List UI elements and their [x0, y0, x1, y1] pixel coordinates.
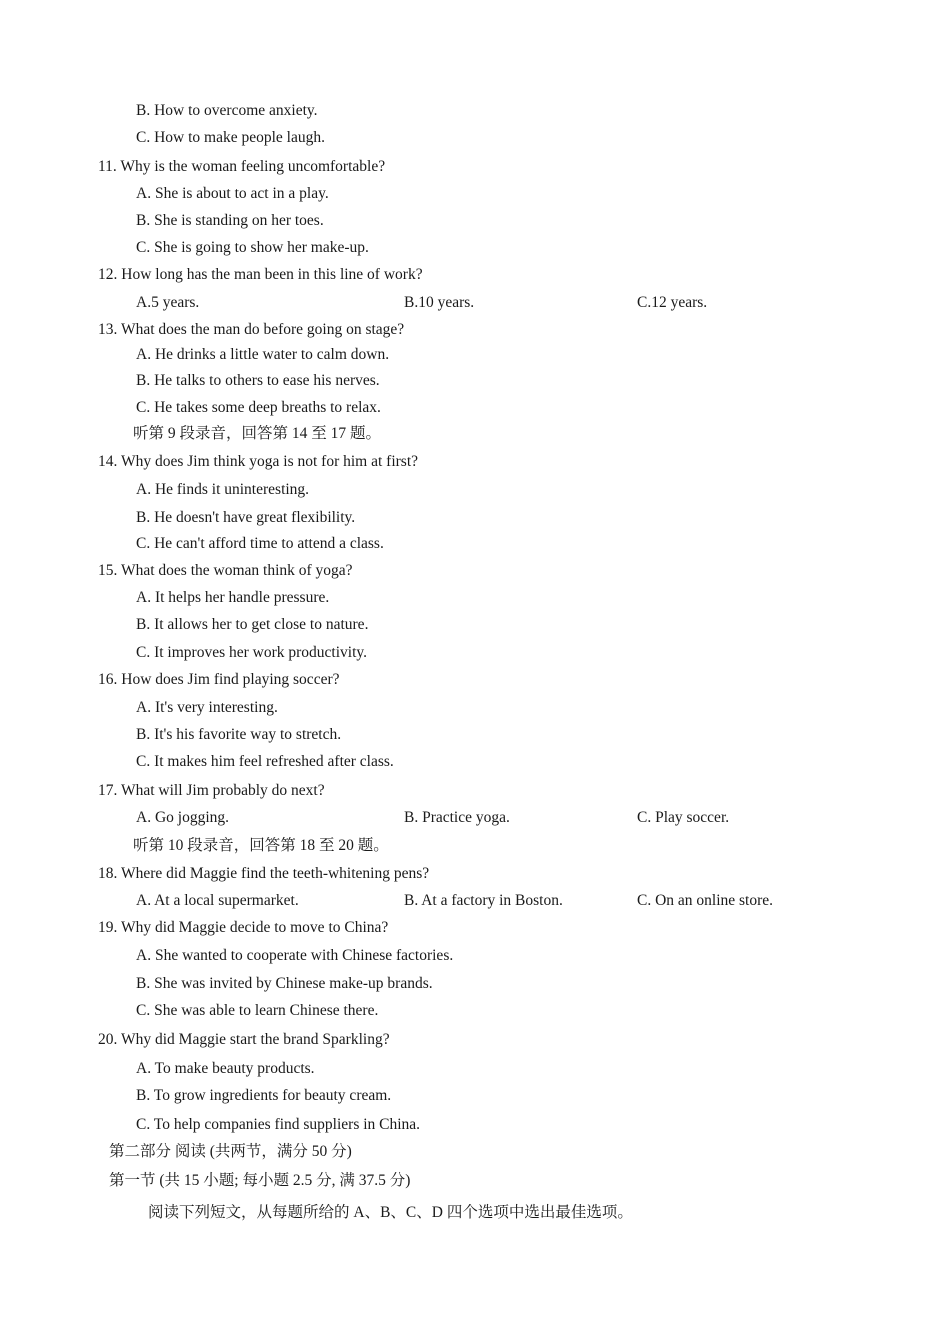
q15-option-a: A. It helps her handle pressure. [136, 589, 330, 606]
q14-option-b: B. He doesn't have great flexibility. [136, 509, 356, 526]
q18-option-a: A. At a local supermarket. [136, 892, 299, 909]
q13-option-b: B. He talks to others to ease his nerves. [136, 372, 380, 389]
q17-question: 17. What will Jim probably do next? [98, 782, 325, 799]
q19-option-a: A. She wanted to cooperate with Chinese factories. [136, 947, 454, 964]
q15-option-c: C. It improves her work productivity. [136, 644, 368, 661]
q19-option-b: B. She was invited by Chinese make-up brands. [136, 975, 433, 992]
q12-option-b: B.10 years. [404, 294, 475, 311]
q20-option-c: C. To help companies find suppliers in China. [136, 1116, 421, 1133]
q14-question: 14. Why does Jim think yoga is not for him at first? [98, 453, 419, 470]
q11-option-a: A. She is about to act in a play. [136, 185, 329, 202]
q12-option-c: C.12 years. [637, 294, 708, 311]
q18-option-b: B. At a factory in Boston. [404, 892, 563, 909]
q17-option-a: A. Go jogging. [136, 809, 229, 826]
q16-option-a: A. It's very interesting. [136, 699, 278, 716]
q16-option-c: C. It makes him feel refreshed after class. [136, 753, 394, 770]
segment-10-heading: 听第 10 段录音，回答第 18 至 20 题。 [133, 837, 389, 854]
q16-question: 16. How does Jim find playing soccer? [98, 671, 340, 688]
q17-option-c: C. Play soccer. [637, 809, 730, 826]
q15-question: 15. What does the woman think of yoga? [98, 562, 353, 579]
q20-option-a: A. To make beauty products. [136, 1060, 315, 1077]
q12-option-a: A.5 years. [136, 294, 200, 311]
q19-option-c: C. She was able to learn Chinese there. [136, 1002, 379, 1019]
section-1-heading: 第一节 (共 15 小题; 每小题 2.5 分, 满 37.5 分) [109, 1172, 411, 1189]
q18-question: 18. Where did Maggie find the teeth-whitening pens? [98, 865, 430, 882]
q10-option-b: B. How to overcome anxiety. [136, 102, 318, 119]
q16-option-b: B. It's his favorite way to stretch. [136, 726, 342, 743]
q12-question: 12. How long has the man been in this line of work? [98, 266, 423, 283]
q20-option-b: B. To grow ingredients for beauty cream. [136, 1087, 392, 1104]
q19-question: 19. Why did Maggie decide to move to China? [98, 919, 389, 936]
reading-instruction: 阅读下列短文，从每题所给的 A、B、C、D 四个选项中选出最佳选项。 [148, 1204, 633, 1221]
q14-option-c: C. He can't afford time to attend a class. [136, 535, 384, 552]
q18-option-c: C. On an online store. [637, 892, 774, 909]
q11-question: 11. Why is the woman feeling uncomfortable? [98, 158, 386, 175]
q10-option-c: C. How to make people laugh. [136, 129, 325, 146]
q14-option-a: A. He finds it uninteresting. [136, 481, 310, 498]
q11-option-b: B. She is standing on her toes. [136, 212, 324, 229]
q20-question: 20. Why did Maggie start the brand Sparkling? [98, 1031, 390, 1048]
q13-option-c: C. He takes some deep breaths to relax. [136, 399, 381, 416]
q17-option-b: B. Practice yoga. [404, 809, 510, 826]
q13-option-a: A. He drinks a little water to calm down. [136, 346, 390, 363]
segment-9-heading: 听第 9 段录音，回答第 14 至 17 题。 [133, 425, 382, 442]
q15-option-b: B. It allows her to get close to nature. [136, 616, 369, 633]
q11-option-c: C. She is going to show her make-up. [136, 239, 369, 256]
q13-question: 13. What does the man do before going on stage? [98, 321, 405, 338]
part-2-heading: 第二部分 阅读 (共两节，满分 50 分) [109, 1143, 352, 1160]
